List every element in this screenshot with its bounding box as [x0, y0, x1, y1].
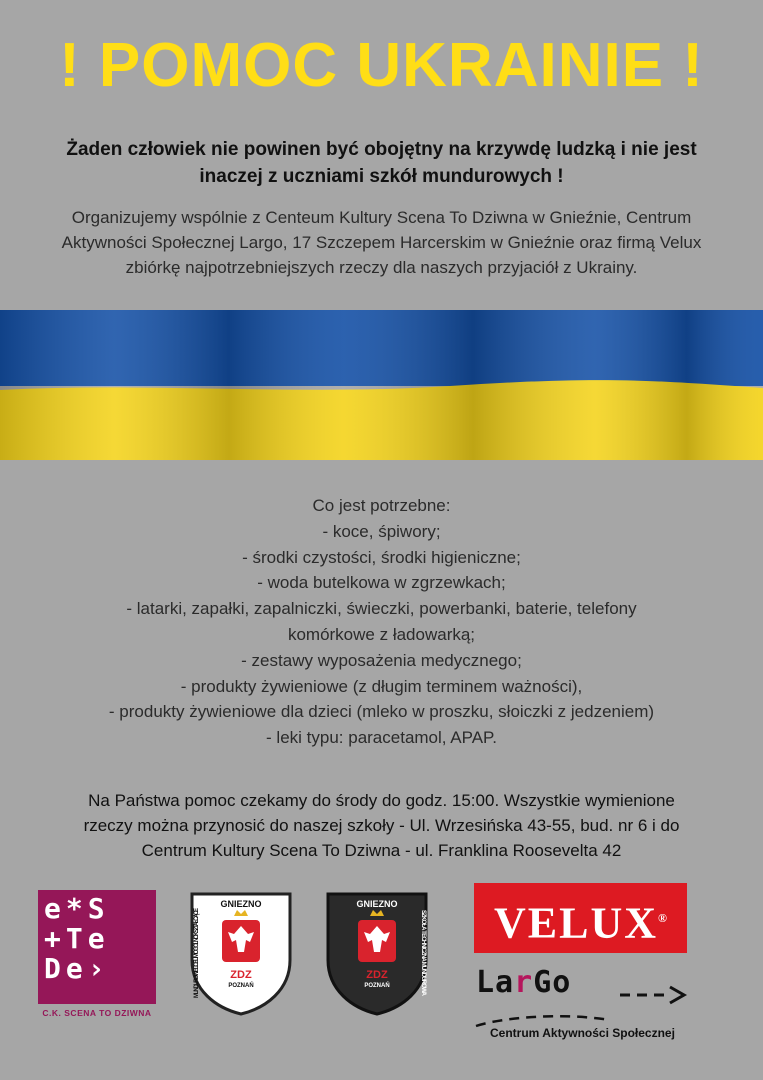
- lo-top-text: GNIEZNO: [220, 899, 262, 909]
- ukraine-flag: [0, 310, 763, 460]
- closing-line-2: rzeczy można przynosić do naszej szkoły - Ul. Wrzesińska 43-55, bud. nr 6 i do: [83, 816, 680, 835]
- largo-subtitle: Centrum Aktywności Społecznej: [490, 1026, 675, 1040]
- tech-top-text: GNIEZNO: [356, 899, 398, 909]
- list-item: - środki czystości, środki higieniczne;: [242, 547, 521, 567]
- estede-caption: C.K. SCENA TO DZIWNA: [42, 1008, 152, 1018]
- estede-logo: [38, 890, 156, 1004]
- list-item: - produkty żywieniowe (z długim terminem ważności),: [180, 676, 583, 696]
- closing-paragraph: [40, 788, 723, 863]
- page-title: ! POMOC UKRAINIE !: [59, 31, 704, 100]
- estede-row-3: De›: [44, 952, 110, 985]
- lo-city-text: POZNAŃ: [228, 983, 254, 989]
- list-item: - leki typu: paracetamol, APAP.: [266, 728, 497, 748]
- velux-logo: [474, 883, 687, 953]
- largo-part-1: La: [476, 965, 515, 1000]
- estede-row-2: +Te: [44, 922, 110, 955]
- largo-part-2: r: [514, 965, 534, 1000]
- list-item: - koce, śpiwory;: [322, 521, 441, 541]
- closing-line-1: Na Państwa pomoc czekamy do środy do godz. 15:00. Wszystkie wymienione: [88, 791, 675, 810]
- lo-ring-text: MUNDUROWE LICEUM OGÓLNOKSZTAŁCĄCE: [194, 908, 200, 998]
- intro-line-3: zbiórkę najpotrzebniejszych rzeczy dla naszych przyjaciół z Ukrainy.: [125, 258, 638, 277]
- list-item: - produkty żywieniowe dla dzieci (mleko w proszku, słoiczki z jedzeniem): [108, 702, 655, 722]
- velux-name: VELUX: [494, 898, 659, 948]
- lead-line-2: inaczej z uczniami szkół mundurowych !: [199, 166, 564, 187]
- list-item: - woda butelkowa w zgrzewkach;: [257, 573, 506, 593]
- needs-heading: Co jest potrzebne:: [312, 496, 451, 515]
- intro-line-2: Aktywności Społecznej Largo, 17 Szczepem Harcerskim w Gnieźnie oraz firmą Velux: [61, 233, 702, 252]
- list-item: komórkowe z ładowarką;: [287, 624, 476, 644]
- closing-line-3: Centrum Kultury Scena To Dziwna - ul. Franklina Roosevelta 42: [141, 841, 622, 860]
- tech-city-text: POZNAŃ: [364, 983, 390, 989]
- largo-arrow-icon: [470, 982, 692, 1032]
- tech-zdz-text: ZDZ: [366, 969, 388, 981]
- registered-icon: ®: [658, 911, 667, 925]
- estede-row-1: e*S: [44, 892, 110, 925]
- list-item: - zestawy wyposażenia medycznego;: [241, 650, 522, 670]
- tech-ring-text: SZKOŁA TECHNICZNA MUNDUROWA: [420, 910, 426, 996]
- needs-list: [60, 493, 703, 751]
- list-item: - latarki, zapałki, zapalniczki, świeczki, powerbanki, baterie, telefony: [126, 599, 637, 619]
- largo-part-3: Go: [533, 965, 572, 1000]
- lead-statement: [30, 136, 733, 190]
- tech-badge-logo: [324, 890, 430, 1016]
- lo-zdz-text: ZDZ: [230, 969, 252, 981]
- intro-line-1: Organizujemy wspólnie z Centeum Kultury Scena To Dziwna w Gnieźnie, Centrum: [71, 208, 692, 227]
- lo-badge-logo: [188, 890, 294, 1016]
- lead-line-1: Żaden człowiek nie powinen być obojętny na krzywdę ludzką i nie jest: [66, 139, 697, 160]
- intro-paragraph: [22, 205, 741, 280]
